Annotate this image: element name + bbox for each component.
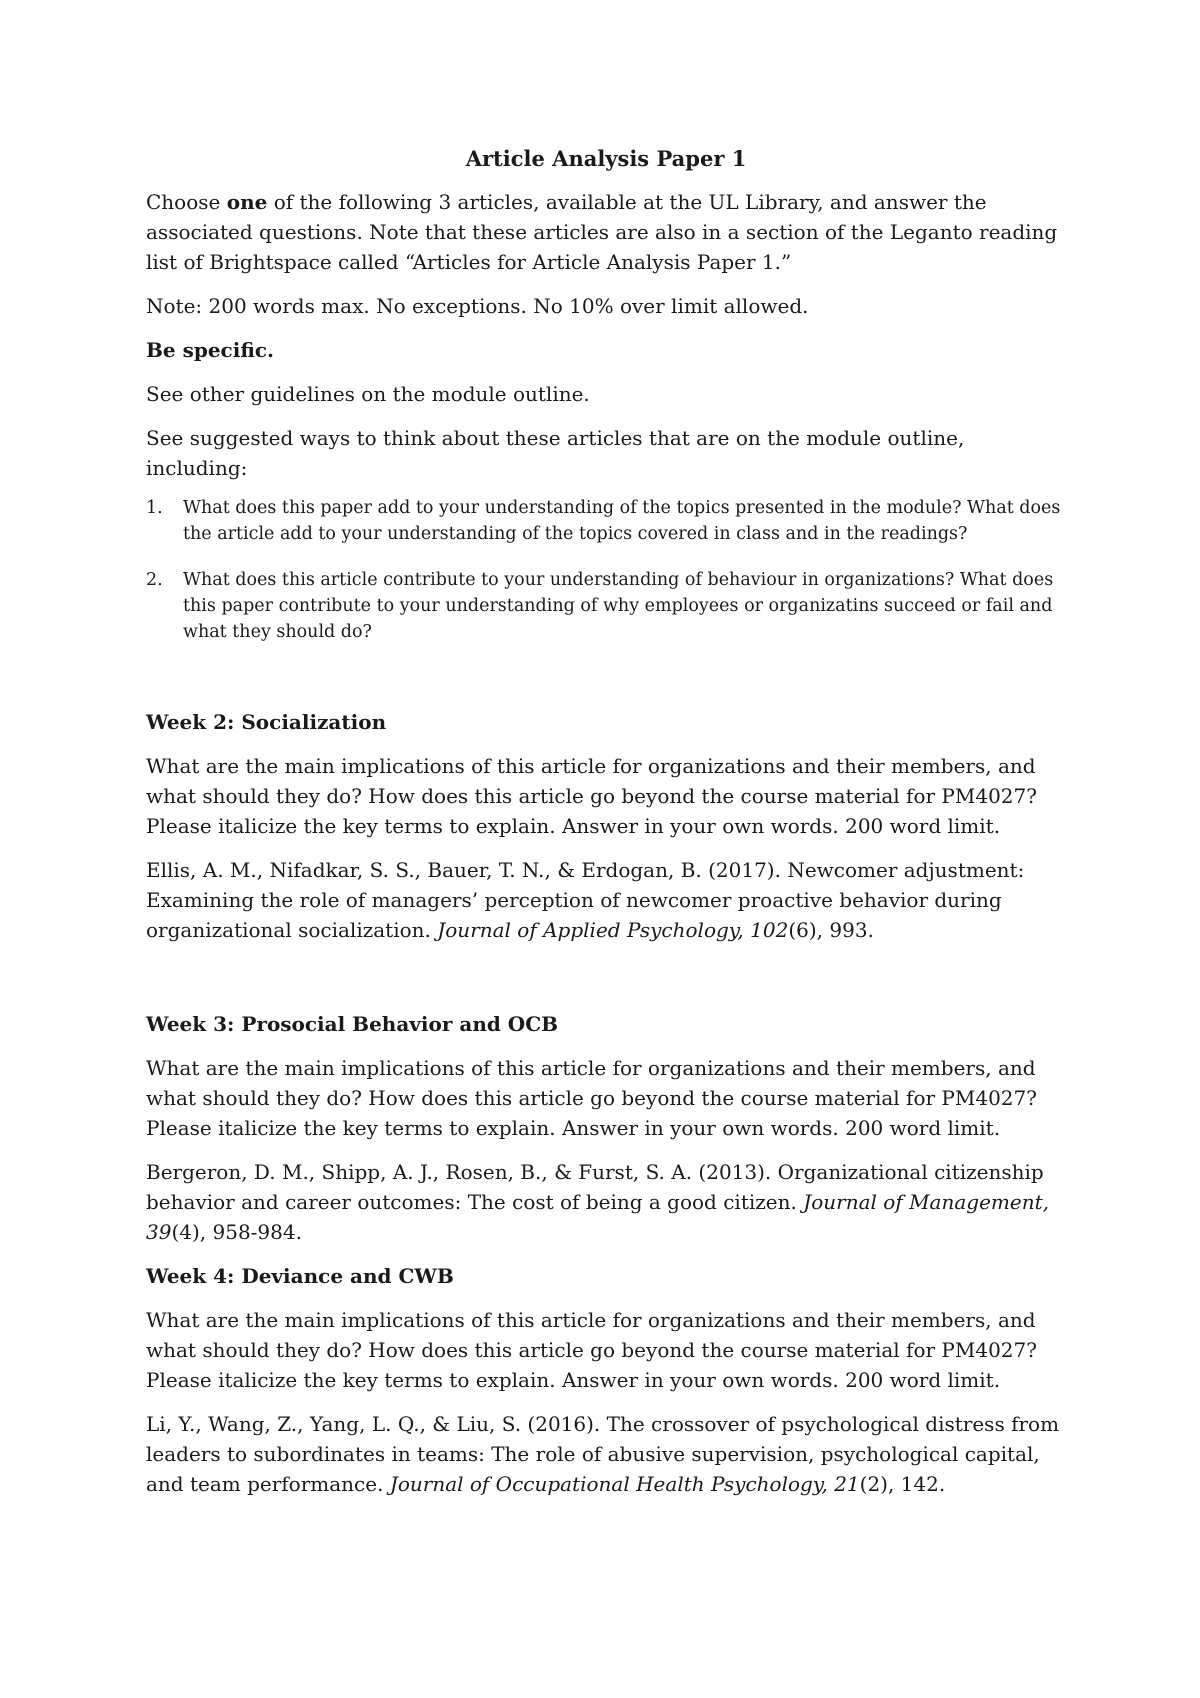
week-heading: Week 3: Prosocial Behavior and OCB	[146, 1012, 559, 1036]
list-item	[146, 495, 1066, 547]
questions-list	[146, 495, 1066, 645]
list-item-number: 2.	[146, 570, 163, 590]
week-citation	[146, 1409, 1066, 1499]
list-item-text: What does this article contribute to your understanding of behaviour in organizations? What does this paper contribute to your understanding of why employees or organizatins succeed or fail and what they should do?	[183, 570, 1054, 642]
week-citation	[146, 855, 1066, 945]
list-item-text: What does this paper add to your understanding of the topics presented in the module? What does the article add to your understanding of the topics covered in class and in the readings?	[183, 498, 1061, 544]
week-prompt: What are the main implications of this article for organizations and their members, and what should they do? How does this article go beyond the course material for PM4027? Please italicize the key terms to explain. Answer in your own words. 200 word limit.	[146, 754, 1037, 838]
citation-tail: (4), 958-984.	[171, 1220, 302, 1244]
document-title: Article Analysis Paper 1	[465, 146, 747, 171]
be-specific-note: Be specific.	[146, 338, 275, 362]
intro-choose-prefix: Choose	[146, 190, 227, 214]
suggested-note: See suggested ways to think about these articles that are on the module outline, including:	[146, 426, 965, 480]
citation-text: Ellis, A. M., Nifadkar, S. S., Bauer, T. N., & Erdogan, B. (2017). Newcomer adjustment: Examining the role of managers’ perception of newcomer proactive behavior during organizational socialization.	[146, 858, 1025, 942]
citation-journal: Journal of Occupational Health Psychology, 21	[389, 1472, 860, 1496]
week-citation	[146, 1157, 1066, 1247]
word-limit-note: Note: 200 words max. No exceptions. No 10% over limit allowed.	[146, 294, 809, 318]
citation-tail: (6), 993.	[788, 918, 874, 942]
citation-journal: Journal of Applied Psychology, 102	[437, 918, 789, 942]
citation-tail: (2), 142.	[859, 1472, 946, 1496]
week-prompt: What are the main implications of this article for organizations and their members, and what should they do? How does this article go beyond the course material for PM4027? Please italicize the key terms to explain. Answer in your own words. 200 word limit.	[146, 1308, 1037, 1392]
citation-text: Bergeron, D. M., Shipp, A. J., Rosen, B., & Furst, S. A. (2013). Organizational citizenship behavior and career outcomes: The cost of being a good citizen.	[146, 1160, 1044, 1214]
citation-journal: Journal of Management, 39	[146, 1190, 1049, 1244]
citation-text: Li, Y., Wang, Z., Yang, L. Q., & Liu, S. (2016). The crossover of psychological distress from leaders to subordinates in teams: The role of abusive supervision, psychological capital, and team performance.	[146, 1412, 1060, 1496]
intro-choose-bold: one	[226, 190, 268, 214]
week-section-deviance	[146, 1261, 1066, 1499]
week-heading: Week 4: Deviance and CWB	[146, 1264, 454, 1288]
week-heading: Week 2: Socialization	[146, 710, 387, 734]
list-item	[146, 567, 1066, 645]
intro-paragraph	[146, 187, 1066, 277]
document-page	[146, 140, 1066, 1499]
intro-choose-suffix: of the following 3 articles, available at the UL Library, and answer the associated questions. Note that these articles are also in a section of the Leganto reading list of Brightspace called “Articles for Article Analysis Paper 1.”	[146, 190, 1058, 274]
guidelines-note: See other guidelines on the module outline.	[146, 382, 590, 406]
week-prompt: What are the main implications of this article for organizations and their members, and what should they do? How does this article go beyond the course material for PM4027? Please italicize the key terms to explain. Answer in your own words. 200 word limit.	[146, 1056, 1037, 1140]
week-section-socialization	[146, 707, 1066, 945]
list-item-number: 1.	[146, 498, 163, 518]
week-section-prosocial	[146, 1009, 1066, 1247]
